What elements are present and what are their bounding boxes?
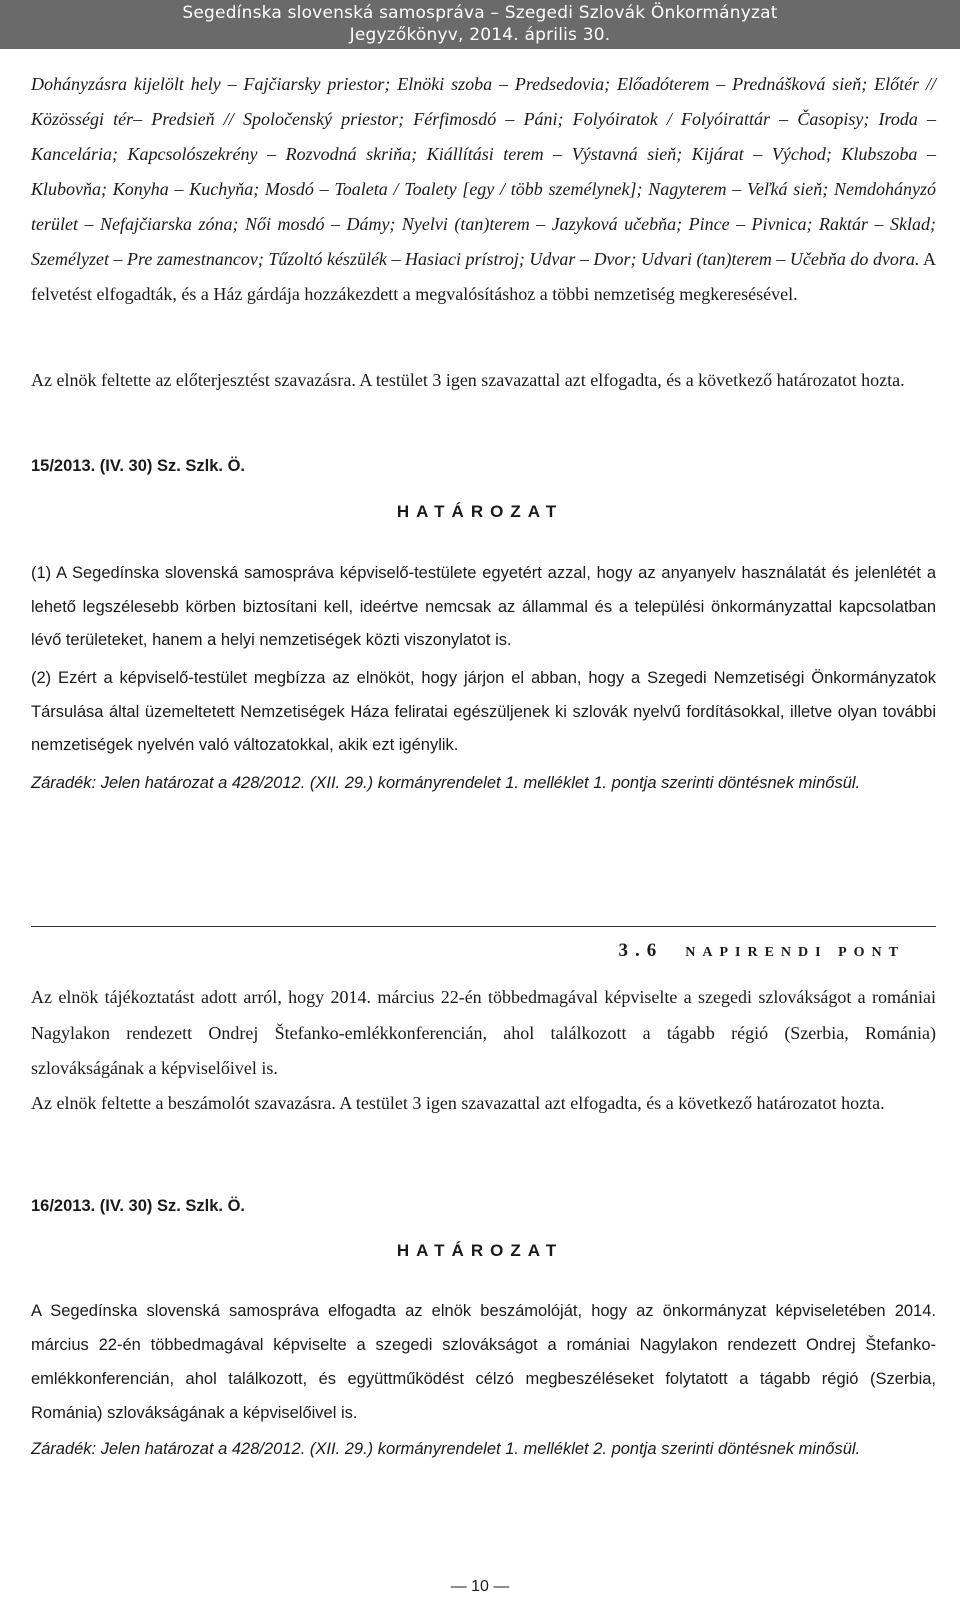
header-title: Segedínska slovenská samospráva – Szegedi Szlovák Önkormányzat <box>182 3 778 23</box>
resolution-1-clause: Záradék: Jelen határozat a 428/2012. (XII. 29.) kormányrendelet 1. melléklet 1. pontja szerinti döntésnek minősül. <box>31 774 861 792</box>
agenda-label: NAPIRENDI PONT <box>685 945 905 960</box>
intro-paragraph <box>31 67 936 312</box>
page-number: — 10 — <box>450 1578 510 1595</box>
header-subtitle: Jegyzőkönyv, 2014. április 30. <box>349 25 611 45</box>
intro-vote: Az elnök feltette az előterjesztést szavazásra. A testület 3 igen szavazattal azt elfogadta, és a következő határozatot hozta. <box>31 370 905 390</box>
section-divider <box>31 926 936 927</box>
page-header <box>0 0 960 49</box>
agenda-paragraph: Az elnök tájékoztatást adott arról, hogy 2014. március 22-én többedmagával képviselte a szegedi szlovákságot a romániai Nagylakon rendezett Ondrej Štefanko-emlékkonferencián, ahol találkozott a tágabb régió (Szerbia, Románia) szlovákságának a képviselőivel is. <box>31 987 936 1078</box>
agenda-number: 3.6 <box>618 940 664 961</box>
resolution-1-point-2: (2) Ezért a képviselő-testület megbízza az elnököt, hogy járjon el abban, hogy a Szegedi Nemzetiségi Önkormányzatok Társulása által üzemeltetett Nemzetiségek Háza feliratai egészüljenek ki szlovák nyelvű fordításokkal, illetve olyan további nemzetiségek nyelvén való változatokkal, akik ezt igénylik. <box>31 669 936 754</box>
agenda-vote: Az elnök feltette a beszámolót szavazásra. A testület 3 igen szavazattal azt elfogadta, és a következő határozatot hozta. <box>31 1093 885 1113</box>
resolution-2-paragraph: A Segedínska slovenská samospráva elfogadta az elnök beszámolóját, hogy az önkormányzat képviseletében 2014. március 22-én többedmagával képviselte a szegedi szlovákságot a romániai Nagylakon rendezett Ondrej Štefanko-emlékkonferencián, ahol találkozott, és együttműködést célzó megbeszéléseket folytatott a tágabb régió (Szerbia, Románia) szlovákságának a képviselőivel is. <box>31 1302 936 1422</box>
resolution-1-number: 15/2013. (IV. 30) Sz. Szlk. Ö. <box>31 457 246 475</box>
room-names-list: Dohányzásra kijelölt hely – Fajčiarsky priestor; Elnöki szoba – Predsedovia; Előadóterem – Prednášková sieň; Előtér // Közösségi tér– Predsieň // Spoločenský priestor; Férfimosdó – Páni; Folyóiratok / Folyóirattár – Časopisy; Iroda – Kancelária; Kapcsolószekrény – Rozvodná skriňa; Kiállítási terem – Výstavná sieň; Kijárat – Východ; Klubszoba – Klubovňa; Konyha – Kuchyňa; Mosdó – Toaleta / Toalety [egy / több személynek]; Nagyterem – Veľká sieň; Nemdohányzó terület – Nefajčiarska zóna; Női mosdó – Dámy; Nyelvi (tan)terem – Jazyková učebňa; Pince – Pivnica; Raktár – Sklad; Személyzet – Pre zamestnancov; Tűzoltó készülék – Hasiaci prístroj; Udvar – Dvor; Udvari (tan)terem – Učebňa do dvora. <box>31 74 936 269</box>
intro-text: A felvetést elfogadták, és a Ház gárdája hozzákezdett a megvalósításhoz a többi nemzetiség megkeresésével. <box>31 249 936 304</box>
resolution-2-title: HATÁROZAT <box>396 1241 564 1260</box>
resolution-2-clause: Záradék: Jelen határozat a 428/2012. (XII. 29.) kormányrendelet 1. melléklet 2. pontja szerinti döntésnek minősül. <box>31 1440 861 1458</box>
resolution-2-number: 16/2013. (IV. 30) Sz. Szlk. Ö. <box>31 1197 246 1215</box>
agenda-heading <box>0 940 905 962</box>
resolution-1-title: HATÁROZAT <box>396 502 564 521</box>
resolution-1-point-1: (1) A Segedínska slovenská samospráva képviselő-testülete egyetért azzal, hogy az anyanyelv használatát és jelenlétét a lehető legszélesebb körben biztosítani kell, ideértve nemcsak az állammal és a települési önkormányzattal kapcsolatban lévő területeket, hanem a helyi nemzetiségek közti viszonylatot is. <box>31 564 936 649</box>
